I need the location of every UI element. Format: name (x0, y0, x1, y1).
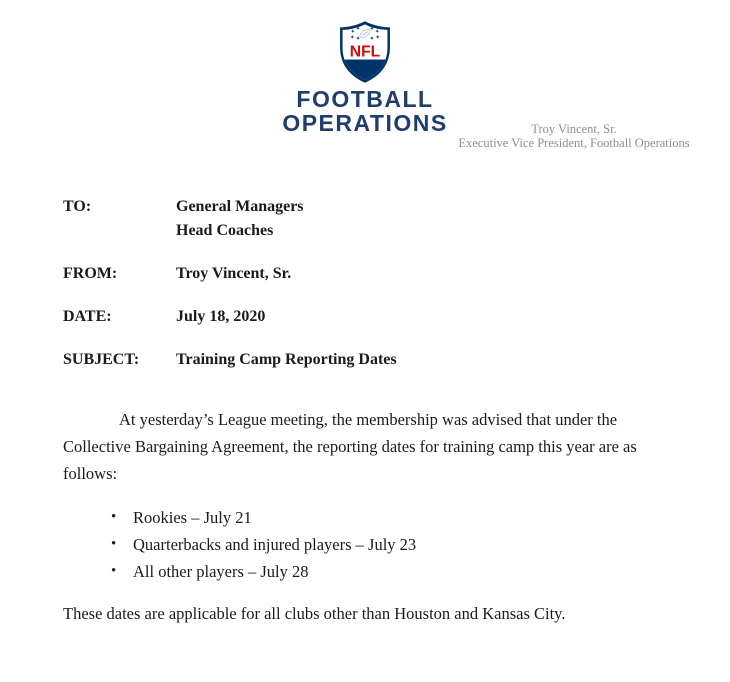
list-item: • Rookies – July 21 (63, 504, 667, 531)
subject-label: SUBJECT: (63, 351, 140, 368)
memo-fields (63, 195, 667, 372)
date-value: July 18, 2020 (176, 308, 266, 325)
from-label: FROM: (63, 265, 118, 282)
nfl-shield-icon (336, 20, 394, 84)
attribution-name: Troy Vincent, Sr. (531, 122, 617, 136)
from-value: Troy Vincent, Sr. (176, 265, 292, 282)
list-item: • All other players – July 28 (63, 558, 667, 585)
memo-body (0, 195, 730, 627)
to-value-line2: Head Coaches (176, 222, 274, 239)
list-item: • Quarterbacks and injured players – July 23 (63, 531, 667, 558)
to-label: TO: (63, 198, 92, 215)
attribution (448, 122, 700, 150)
body-paragraph: At yesterday’s League meeting, the membership was advised that under the Collective Bargaining Agreement, the reporting dates for training camp this year are as follows: (63, 410, 637, 483)
attribution-title: Executive Vice President, Football Operations (458, 136, 690, 150)
subject-value: Training Camp Reporting Dates (176, 351, 397, 368)
date-label: DATE: (63, 308, 112, 325)
reporting-dates-list (63, 504, 667, 585)
memo-header (0, 0, 730, 150)
nfl-monogram: NFL (349, 43, 381, 61)
to-value (176, 195, 667, 243)
org-name-line2: OPERATIONS (282, 110, 448, 136)
closing-line: These dates are applicable for all clubs other than Houston and Kansas City. (63, 603, 566, 623)
org-name-line1: FOOTBALL (296, 86, 434, 112)
to-value-line1: General Managers (176, 198, 304, 215)
